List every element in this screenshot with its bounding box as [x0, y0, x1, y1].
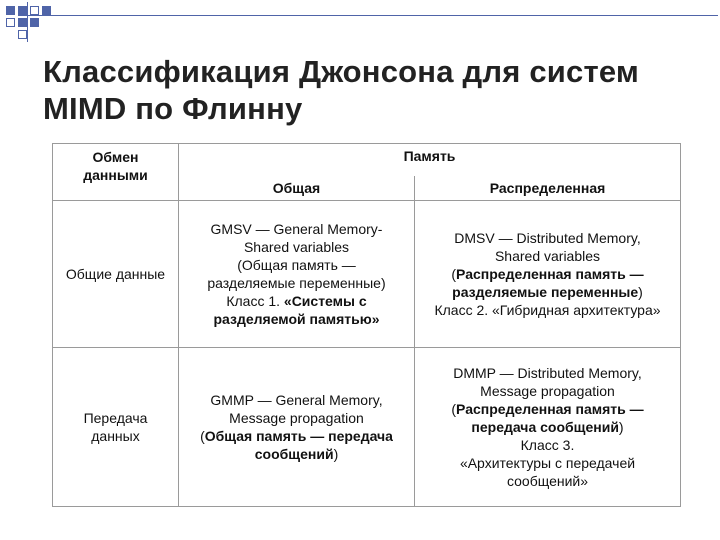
cell-text-bold: передача сообщений: [471, 419, 619, 435]
cell-text: [181, 427, 412, 445]
cell-text-bold: «Системы с: [283, 293, 367, 309]
cell-text-bold: разделяемые переменные: [452, 284, 639, 300]
cell-text: GMSV — General Memory-: [210, 221, 383, 237]
header-shared: Общая: [179, 176, 415, 201]
cell-text-plain: Класс 1.: [226, 293, 284, 309]
cell-text: Message propagation: [229, 410, 364, 426]
cell-text: [417, 400, 678, 418]
cell-text-bold: Распределенная память —: [456, 266, 644, 282]
cell-text-plain: (: [451, 401, 457, 417]
decor-square-icon: [6, 6, 15, 15]
cell-text-bold: сообщений: [254, 446, 334, 462]
title-line-2: MIMD по Флинну: [43, 91, 303, 126]
cell-text-plain: (: [451, 266, 457, 282]
corner-decoration: [0, 0, 720, 60]
cell-dmsv: [415, 201, 681, 348]
row-label-data-transfer: [53, 348, 179, 507]
row-label-text: Передача данных: [83, 410, 148, 444]
cell-text: (Общая память —: [237, 257, 356, 273]
cell-text-bold: Распределенная память —: [456, 401, 644, 417]
cell-text: [181, 292, 412, 310]
cell-gmsv: [179, 201, 415, 348]
decor-square-icon: [18, 6, 27, 15]
decor-square-icon: [6, 18, 15, 27]
cell-dmmp: [415, 348, 681, 507]
cell-text: [417, 418, 678, 436]
cell-text: Shared variables: [494, 248, 601, 264]
cell-text-plain: (: [200, 428, 205, 444]
slide-title: [43, 53, 683, 127]
cell-text-plain: ): [618, 419, 624, 435]
cell-text: [417, 265, 678, 283]
cell-text: «Архитектуры с передачей: [459, 455, 636, 471]
decor-square-icon: [18, 30, 27, 39]
cell-text: разделяемые переменные): [207, 275, 386, 291]
cell-text: DMMP — Distributed Memory,: [453, 365, 642, 381]
decor-vertical-line: [27, 2, 28, 42]
cell-text-plain: ): [333, 446, 339, 462]
cell-text: сообщений»: [506, 473, 589, 489]
decor-square-icon: [30, 18, 39, 27]
header-exchange-label: Обмен данными: [83, 149, 148, 183]
decor-horizontal-line: [18, 15, 718, 16]
header-exchange: [53, 144, 179, 201]
row-label-shared-data: Общие данные: [53, 201, 179, 348]
cell-text: GMMP — General Memory,: [210, 392, 383, 408]
title-line-1: Классификация Джонсона для систем: [43, 54, 640, 89]
cell-text: Класс 2. «Гибридная архитектура»: [434, 302, 661, 318]
header-memory: Память: [179, 144, 681, 177]
cell-text: Message propagation: [480, 383, 615, 399]
cell-text: [417, 283, 678, 301]
cell-gmmp: [179, 348, 415, 507]
decor-square-icon: [42, 6, 51, 15]
johnson-classification-table: [52, 143, 681, 507]
decor-square-icon: [18, 18, 27, 27]
cell-text: DMSV — Distributed Memory,: [454, 230, 641, 246]
cell-text: Класс 3.: [520, 437, 575, 453]
cell-text-plain: ): [638, 284, 643, 300]
cell-text: [181, 445, 412, 463]
header-distributed: Распределенная: [415, 176, 681, 201]
cell-text-bold: разделяемой памятью»: [213, 311, 380, 327]
cell-text-bold: Общая память — передача: [204, 428, 393, 444]
decor-square-icon: [30, 6, 39, 15]
cell-text: Shared variables: [243, 239, 350, 255]
